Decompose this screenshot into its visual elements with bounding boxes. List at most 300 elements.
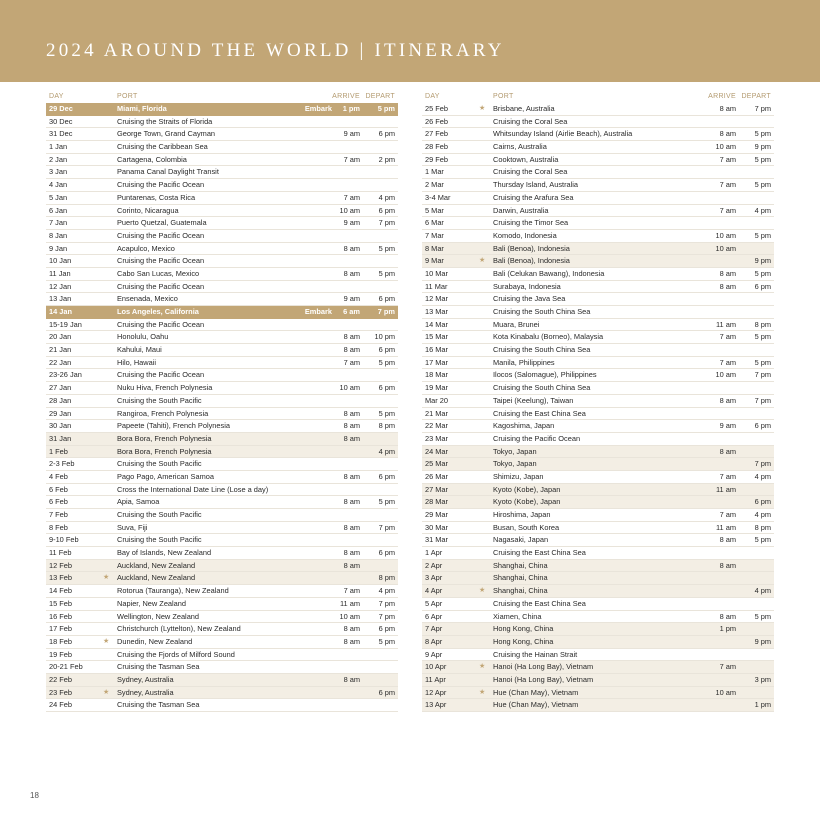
row-day: 30 Jan (49, 421, 72, 431)
row-arrive: 11 am (716, 319, 736, 329)
row-day: 6 Apr (425, 611, 443, 621)
row-arrive: 8 am (343, 624, 360, 634)
row-day: 30 Mar (425, 522, 449, 532)
row-arrive: 8 am (343, 421, 360, 431)
row-port: Cabo San Lucas, Mexico (117, 268, 200, 278)
row-port: Cruising the Pacific Ocean (117, 256, 205, 266)
row-depart: 5 pm (378, 243, 395, 253)
row-depart: 6 pm (378, 205, 395, 215)
star-icon: ★ (479, 105, 486, 112)
row-day: 2-3 Feb (49, 459, 75, 469)
table-row (46, 674, 398, 687)
table-row (46, 420, 398, 433)
table-row (46, 205, 398, 218)
table-row (422, 103, 774, 116)
row-arrive: 11 am (340, 598, 360, 608)
table-row (422, 522, 774, 535)
row-port: Puntarenas, Costa Rica (117, 192, 196, 202)
row-arrive: 8 am (719, 268, 736, 278)
header-banner (0, 0, 820, 82)
row-depart: 4 pm (378, 586, 395, 596)
table-row (422, 699, 774, 712)
row-day: 8 Feb (49, 522, 68, 532)
row-arrive: 7 am (719, 662, 736, 672)
row-port: Kahului, Maui (117, 345, 162, 355)
row-depart: 9 pm (754, 142, 771, 152)
row-day: 1 Feb (49, 446, 68, 456)
row-depart: 7 pm (378, 522, 395, 532)
row-day: 29 Feb (425, 154, 449, 164)
row-port: Hue (Chan May), Vietnam (493, 700, 579, 710)
table-row (422, 484, 774, 497)
row-day: 29 Jan (49, 408, 72, 418)
row-port: Cruising the East China Sea (493, 408, 586, 418)
row-depart: 4 pm (378, 446, 395, 456)
table-row (46, 281, 398, 294)
row-depart: 5 pm (754, 268, 771, 278)
row-arrive: 7 am (343, 586, 360, 596)
row-day: 1 Apr (425, 548, 443, 558)
row-depart: 6 pm (378, 624, 395, 634)
embark-label: Embark (304, 104, 332, 113)
row-day: 12 Feb (49, 560, 73, 570)
row-depart: 6 pm (754, 497, 771, 507)
table-row (46, 649, 398, 662)
row-day: 28 Feb (425, 142, 449, 152)
table-row (46, 306, 398, 319)
row-arrive: 8 am (343, 268, 360, 278)
table-row (422, 560, 774, 573)
row-day: 11 Apr (425, 674, 446, 684)
row-depart: 5 pm (378, 497, 395, 507)
row-arrive: 8 am (343, 497, 360, 507)
row-depart: 2 pm (378, 154, 395, 164)
row-arrive: 7 am (343, 192, 360, 202)
row-port: Hanoi (Ha Long Bay), Vietnam (493, 662, 594, 672)
row-arrive: 10 am (715, 230, 736, 240)
table-row (46, 293, 398, 306)
row-port: Ilocos (Salomague), Philippines (493, 370, 597, 380)
row-day: 10 Jan (49, 256, 72, 266)
row-arrive: 8 am (719, 395, 736, 405)
row-day: 11 Mar (425, 281, 448, 291)
row-port: Miami, Florida (117, 104, 167, 113)
row-port: Sydney, Australia (117, 674, 174, 684)
row-depart: 9 pm (754, 636, 771, 646)
table-row (46, 230, 398, 243)
header-depart: DEPART (365, 93, 395, 100)
row-port: Komodo, Indonesia (493, 230, 557, 240)
row-arrive: 7 am (719, 357, 736, 367)
row-port: Bali (Benoa), Indonesia (493, 243, 570, 253)
row-day: 12 Jan (49, 281, 72, 291)
table-row (422, 306, 774, 319)
row-port: Cross the International Date Line (Lose a day) (117, 484, 269, 494)
table-row (46, 560, 398, 573)
table-row (422, 205, 774, 218)
row-day: 31 Jan (49, 433, 72, 443)
row-port: Shanghai, China (493, 586, 548, 596)
row-depart: 3 pm (754, 674, 771, 684)
table-row (46, 699, 398, 712)
row-day: 19 Mar (425, 383, 449, 393)
itinerary-column-left (46, 92, 398, 712)
row-port: Cruising the Pacific Ocean (117, 370, 205, 380)
table-row (46, 331, 398, 344)
table-row (422, 293, 774, 306)
row-port: Wellington, New Zealand (117, 611, 200, 621)
row-day: 12 Mar (425, 294, 449, 304)
row-port: Christchurch (Lyttelton), New Zealand (117, 624, 241, 634)
row-depart: 4 pm (754, 471, 771, 481)
row-arrive: 8 am (343, 243, 360, 253)
row-depart: 5 pm (378, 268, 395, 278)
table-row (422, 661, 774, 674)
row-port: Ensenada, Mexico (117, 294, 178, 304)
table-row (46, 255, 398, 268)
row-port: Hiroshima, Japan (493, 510, 551, 519)
header-arrive: ARRIVE (708, 93, 736, 100)
row-arrive: 11 am (716, 522, 736, 532)
row-day: 18 Feb (49, 636, 73, 646)
row-port: Cruising the Timor Sea (493, 218, 569, 228)
header-day: DAY (425, 93, 440, 100)
row-arrive: 10 am (715, 142, 736, 152)
row-day: 22 Mar (425, 421, 449, 431)
row-day: 8 Jan (49, 230, 68, 240)
row-port: Tokyo, Japan (493, 446, 537, 456)
row-port: Cruising the South China Sea (493, 383, 591, 393)
star-icon: ★ (479, 257, 486, 265)
row-day: 28 Mar (425, 497, 449, 507)
table-row (46, 496, 398, 509)
table-row (422, 420, 774, 433)
row-depart: 6 pm (754, 421, 771, 431)
table-row (422, 585, 774, 598)
row-depart: 7 pm (754, 104, 771, 113)
row-depart: 5 pm (754, 154, 771, 164)
row-day: 27 Feb (425, 129, 449, 139)
table-row (46, 585, 398, 598)
row-port: George Town, Grand Cayman (117, 129, 216, 139)
table-row (422, 572, 774, 585)
row-day: 10 Mar (425, 268, 449, 278)
row-day: 2 Jan (49, 154, 68, 164)
table-row (422, 509, 774, 522)
row-day: 5 Jan (49, 192, 68, 202)
row-day: 18 Mar (425, 370, 449, 380)
row-day: 4 Apr (425, 586, 443, 596)
row-arrive: 8 am (719, 129, 736, 139)
row-depart: 5 pm (754, 332, 771, 342)
row-port: Kyoto (Kobe), Japan (493, 497, 561, 507)
row-arrive: 7 am (719, 471, 736, 481)
row-depart: 4 pm (754, 205, 771, 215)
row-port: Cruising the Pacific Ocean (117, 180, 205, 190)
row-arrive: 9 am (719, 421, 736, 431)
row-depart: 5 pm (754, 357, 771, 367)
row-port: Cruising the Arafura Sea (493, 192, 574, 202)
row-depart: 7 pm (754, 459, 771, 469)
row-port: Suva, Fiji (117, 522, 148, 532)
star-icon: ★ (479, 688, 486, 696)
row-port: Cruising the South Pacific (117, 459, 202, 469)
table-row (422, 357, 774, 370)
row-port: Rangiroa, French Polynesia (117, 408, 209, 418)
row-day: 27 Jan (49, 383, 72, 393)
table-row (422, 496, 774, 509)
table-row (46, 446, 398, 459)
row-port: Bali (Benoa), Indonesia (493, 256, 570, 266)
table-row (422, 230, 774, 243)
row-day: 24 Feb (49, 700, 73, 710)
row-day: 13 Jan (49, 294, 72, 304)
row-day: 9 Apr (425, 649, 443, 659)
table-row (46, 636, 398, 649)
row-day: 6 Feb (49, 497, 68, 507)
page-title: 2024 AROUND THE WORLD | ITINERARY (46, 40, 505, 61)
table-row (422, 687, 774, 700)
table-row (422, 179, 774, 192)
table-row (46, 103, 398, 116)
row-port: Darwin, Australia (493, 205, 549, 215)
row-depart: 5 pm (378, 357, 395, 367)
table-row (46, 598, 398, 611)
table-row (46, 471, 398, 484)
row-day: 23 Mar (425, 433, 449, 443)
row-day: 20 Jan (49, 332, 72, 342)
row-port: Cartagena, Colombia (117, 154, 187, 164)
table-row (422, 547, 774, 560)
row-day: 3 Apr (425, 573, 443, 583)
header-port: PORT (117, 93, 138, 100)
row-arrive: 8 am (343, 332, 360, 342)
row-day: 4 Jan (49, 180, 68, 190)
row-port: Bora Bora, French Polynesia (117, 433, 212, 443)
table-row (422, 281, 774, 294)
row-port: Cruising the Coral Sea (493, 167, 568, 177)
row-arrive: 8 am (343, 433, 360, 443)
row-day: 16 Feb (49, 611, 73, 621)
row-port: Bora Bora, French Polynesia (117, 446, 212, 456)
row-port: Taipei (Keelung), Taiwan (493, 395, 574, 405)
row-arrive: 10 am (715, 687, 736, 697)
table-row (46, 141, 398, 154)
row-arrive: 8 am (719, 535, 736, 545)
row-port: Surabaya, Indonesia (493, 281, 561, 291)
row-port: Cruising the South Pacific (117, 395, 202, 405)
row-arrive: 6 am (343, 307, 360, 316)
row-arrive: 7 am (719, 510, 736, 519)
table-row (422, 395, 774, 408)
table-row (46, 509, 398, 522)
row-day: 21 Jan (49, 345, 72, 355)
row-day: 8 Apr (425, 636, 443, 646)
row-port: Bali (Celukan Bawang), Indonesia (493, 268, 605, 278)
row-depart: 5 pm (377, 104, 395, 113)
table-row (46, 344, 398, 357)
row-depart: 4 pm (754, 510, 771, 519)
row-port: Cruising the East China Sea (493, 548, 586, 558)
table-row (46, 408, 398, 421)
row-day: Mar 20 (425, 395, 449, 405)
row-day: 26 Feb (425, 116, 449, 126)
embark-label: Embark (304, 307, 332, 316)
row-arrive: 7 am (719, 205, 736, 215)
row-port: Cruising the East China Sea (493, 598, 586, 608)
row-arrive: 9 am (343, 129, 360, 139)
row-port: Hue (Chan May), Vietnam (493, 687, 579, 697)
row-arrive: 8 am (343, 674, 360, 684)
page-number: 18 (30, 791, 39, 800)
row-arrive: 11 am (716, 484, 736, 494)
row-port: Busan, South Korea (493, 522, 560, 532)
row-port: Acapulco, Mexico (117, 243, 175, 253)
row-day: 6 Feb (49, 484, 68, 494)
row-arrive: 7 am (719, 154, 736, 164)
row-port: Sydney, Australia (117, 687, 174, 697)
row-port: Apia, Samoa (117, 497, 160, 507)
row-port: Cruising the Pacific Ocean (117, 230, 205, 240)
row-depart: 4 pm (378, 192, 395, 202)
row-arrive: 9 am (343, 294, 360, 304)
row-depart: 7 pm (378, 611, 395, 621)
row-port: Cruising the Tasman Sea (117, 662, 200, 672)
row-port: Nagasaki, Japan (493, 535, 549, 545)
table-row (422, 534, 774, 547)
row-port: Cruising the Java Sea (493, 294, 566, 304)
row-port: Cruising the South Pacific (117, 510, 202, 519)
row-port: Muara, Brunei (493, 319, 540, 329)
row-day: 19 Feb (49, 649, 73, 659)
row-port: Hong Kong, China (493, 624, 554, 634)
row-day: 13 Feb (49, 573, 73, 583)
row-port: Shimizu, Japan (493, 471, 544, 481)
row-depart: 5 pm (754, 535, 771, 545)
row-port: Rotorua (Tauranga), New Zealand (117, 586, 229, 596)
row-day: 15-19 Jan (49, 319, 82, 329)
row-depart: 8 pm (754, 522, 771, 532)
table-row (46, 572, 398, 585)
row-depart: 6 pm (378, 129, 395, 139)
row-day: 30 Dec (49, 116, 73, 126)
row-depart: 6 pm (378, 548, 395, 558)
row-depart: 5 pm (754, 611, 771, 621)
row-day: 5 Mar (425, 205, 444, 215)
row-port: Dunedin, New Zealand (117, 636, 193, 646)
table-row (46, 192, 398, 205)
header-arrive: ARRIVE (332, 93, 360, 100)
itinerary-rows (46, 103, 398, 712)
table-row (46, 166, 398, 179)
row-day: 5 Apr (425, 598, 443, 608)
row-port: Kyoto (Kobe), Japan (493, 484, 561, 494)
row-port: Hong Kong, China (493, 636, 554, 646)
row-depart: 6 pm (378, 687, 395, 697)
itinerary-column-right (422, 92, 774, 712)
table-row (422, 623, 774, 636)
row-day: 23-26 Jan (49, 370, 82, 380)
table-row (422, 268, 774, 281)
table-row (422, 331, 774, 344)
row-port: Los Angeles, California (117, 307, 199, 316)
row-day: 26 Mar (425, 471, 449, 481)
row-day: 1 Jan (49, 142, 68, 152)
table-row (422, 636, 774, 649)
row-depart: 8 pm (754, 319, 771, 329)
table-row (422, 598, 774, 611)
table-row (46, 382, 398, 395)
row-day: 10 Apr (425, 662, 447, 672)
table-row (422, 255, 774, 268)
row-arrive: 7 am (343, 154, 360, 164)
row-day: 6 Jan (49, 205, 68, 215)
row-depart: 4 pm (754, 586, 771, 596)
table-row (46, 433, 398, 446)
row-depart: 6 pm (378, 345, 395, 355)
row-arrive: 10 am (339, 205, 360, 215)
table-row (46, 357, 398, 370)
row-port: Papeete (Tahiti), French Polynesia (117, 421, 230, 431)
table-row (422, 166, 774, 179)
table-row (46, 319, 398, 332)
row-port: Cruising the Straits of Florida (117, 116, 213, 126)
row-day: 31 Mar (425, 535, 449, 545)
table-row (46, 268, 398, 281)
row-port: Cruising the Hainan Strait (493, 649, 578, 659)
row-depart: 9 pm (754, 256, 771, 266)
star-icon: ★ (103, 637, 110, 645)
row-port: Hanoi (Ha Long Bay), Vietnam (493, 674, 594, 684)
row-arrive: 8 am (719, 104, 736, 113)
row-day: 22 Jan (49, 357, 72, 367)
table-row (46, 116, 398, 129)
row-arrive: 7 am (343, 357, 360, 367)
row-day: 3 Jan (49, 167, 68, 177)
row-port: Puerto Quetzal, Guatemala (117, 218, 207, 228)
table-row (46, 154, 398, 167)
row-port: Thursday Island, Australia (493, 180, 579, 190)
row-day: 13 Apr (425, 700, 447, 710)
row-port: Cruising the South China Sea (493, 345, 591, 355)
row-depart: 8 pm (378, 573, 395, 583)
table-row (422, 344, 774, 357)
row-port: Xiamen, China (493, 611, 542, 621)
row-day: 25 Mar (425, 459, 449, 469)
row-port: Manila, Philippines (493, 357, 555, 367)
row-day: 6 Mar (425, 218, 444, 228)
row-arrive: 10 am (715, 370, 736, 380)
star-icon: ★ (103, 688, 110, 696)
table-row (422, 243, 774, 256)
table-row (46, 179, 398, 192)
row-depart: 5 pm (378, 408, 395, 418)
row-port: Cruising the Pacific Ocean (117, 281, 205, 291)
row-depart: 7 pm (754, 395, 771, 405)
row-depart: 8 pm (378, 421, 395, 431)
row-arrive: 8 am (343, 548, 360, 558)
row-day: 21 Mar (425, 408, 449, 418)
row-port: Pago Pago, American Samoa (117, 471, 214, 481)
table-row (422, 446, 774, 459)
header-port: PORT (493, 93, 514, 100)
table-row (46, 217, 398, 230)
table-row (422, 408, 774, 421)
row-arrive: 8 am (343, 522, 360, 532)
row-port: Cruising the Fjords of Milford Sound (117, 649, 235, 659)
table-row (422, 217, 774, 230)
row-port: Cairns, Australia (493, 142, 547, 152)
